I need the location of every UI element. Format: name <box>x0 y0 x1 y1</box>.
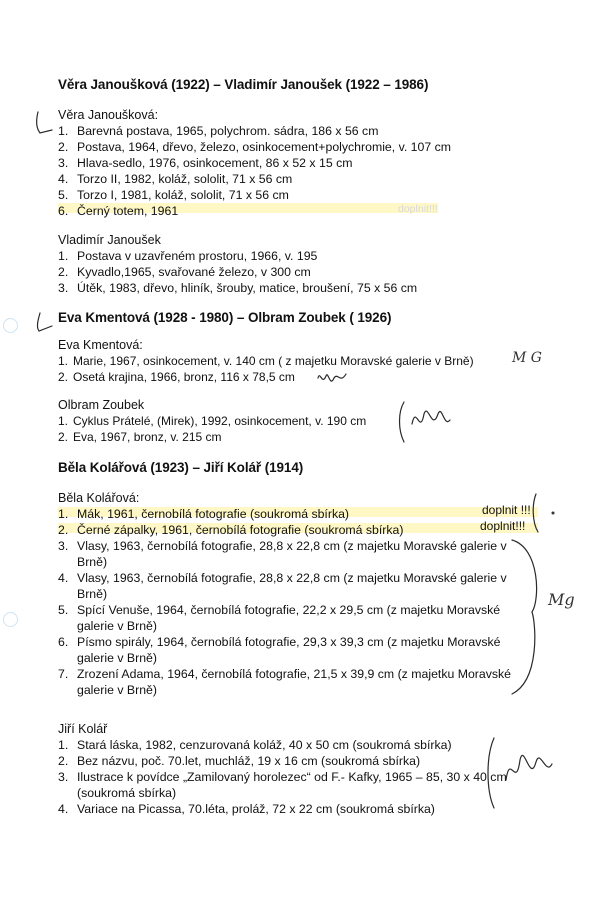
list-item: 2. Černé zápalky, 1961, černobílá fotografie (soukromá sbírka) <box>58 523 404 537</box>
list-item: 6. Písmo spirály, 1964, černobílá fotografie, 29,3 x 39,3 cm (z majetku Moravské galerie v Brně) <box>58 635 501 665</box>
list-item: 7. Zrození Adama, 1964, černobílá fotografie, 21,5 x 39,9 cm (z majetku Moravské galerie v Brně) <box>58 667 512 697</box>
dot-icon <box>552 512 554 514</box>
list-item: 3. Útěk, 1983, dřevo, hliník, šrouby, matice, broušení, 75 x 56 cm <box>58 281 418 295</box>
works-list <box>58 506 538 698</box>
artist-name: Běla Kolářová: <box>58 491 140 505</box>
list-item: 2. Eva, 1967, bronz, v. 215 cm <box>58 430 222 444</box>
list-item: 3. Vlasy, 1963, černobílá fotografie, 28,8 x 22,8 cm (z majetku Moravské galerie v Brně) <box>58 539 507 569</box>
list-item: 4. Torzo II, 1982, koláž, sololit, 71 x 56 cm <box>58 172 293 186</box>
todo-note: doplnit !!! <box>482 503 531 517</box>
section-heading: Běla Kolářová (1923) – Jiří Kolář (1914) <box>58 460 304 475</box>
list-item: 1. Cyklus Prátelé, (Mirek), 1992, osinkocement, v. 190 cm <box>58 414 367 428</box>
handwritten-mark: M G <box>512 350 542 366</box>
list-item: 2. Kyvadlo,1965, svařované železo, v 300 cm <box>58 265 311 279</box>
todo-note: doplnit!!! <box>398 203 438 215</box>
list-item: 4. Variace na Picassa, 70.léta, proláž, 72 x 22 cm (soukromá sbírka) <box>58 802 435 816</box>
list-item: 1. Stará láska, 1982, cenzurovaná koláž, 40 x 50 cm (soukromá sbírka) <box>58 738 452 752</box>
artist-name: Olbram Zoubek <box>58 398 145 412</box>
list-item: 1. Mák, 1961, černobílá fotografie (soukromá sbírka) <box>58 507 350 521</box>
list-item: 1. Marie, 1967, osinkocement, v. 140 cm ( z majetku Moravské galerie v Brně) <box>58 354 474 368</box>
list-item: 2. Bez názvu, poč. 70.let, muchláž, 19 x 16 cm (soukromá sbírka) <box>58 754 421 768</box>
signature-icon <box>412 411 450 424</box>
artist-name: Věra Janoušková: <box>58 108 159 122</box>
artist-name: Vladimír Janoušek <box>58 233 161 247</box>
todo-note: doplnit!!! <box>480 519 526 533</box>
section-heading: Věra Janoušková (1922) – Vladimír Janoušek (1922 – 1986) <box>58 77 429 92</box>
list-item: 2. Osetá krajina, 1966, bronz, 116 x 78,5 cm <box>58 370 295 384</box>
list-item: 4. Vlasy, 1963, černobílá fotografie, 28,8 x 22,8 cm (z majetku Moravské galerie v Brně) <box>58 571 507 601</box>
artist-name: Eva Kmentová: <box>58 338 143 352</box>
checkmark-icon <box>37 313 52 331</box>
punch-hole-mark <box>3 318 18 333</box>
checkmark-icon <box>37 112 52 133</box>
list-item: 2. Postava, 1964, dřevo, železo, osinkocement+polychromie, v. 107 cm <box>58 140 451 154</box>
list-item: 5. Spící Venuše, 1964, černobílá fotografie, 22,2 x 29,5 cm (z majetku Moravské galerie v Brně) <box>58 603 501 633</box>
section-heading: Eva Kmentová (1928 - 1980) – Olbram Zoubek ( 1926) <box>58 310 392 325</box>
list-item: 3. Hlava-sedlo, 1976, osinkocement, 86 x 52 x 15 cm <box>58 156 353 170</box>
list-item: 1. Barevná postava, 1965, polychrom. sádra, 186 x 56 cm <box>58 124 379 138</box>
works-list <box>58 737 518 817</box>
list-item: 6. Černý totem, 1961 <box>58 204 179 218</box>
works-list <box>58 248 417 296</box>
punch-hole-mark <box>3 612 18 627</box>
handwritten-mark: Mg <box>548 590 575 609</box>
artist-name: Jiří Kolář <box>58 722 108 736</box>
list-item: 1. Postava v uzavřeném prostoru, 1966, v. 195 <box>58 249 318 263</box>
works-list <box>58 413 366 445</box>
list-item: 5. Torzo I, 1981, koláž, sololit, 71 x 56 cm <box>58 188 289 202</box>
works-list <box>58 123 451 219</box>
list-item: 3. Ilustrace k povídce „Zamilovaný horolezec“ od F.- Kafky, 1965 – 85, 30 x 40 cm (soukromá sbírka) <box>58 770 507 800</box>
bracket-icon <box>400 402 405 442</box>
works-list <box>58 353 474 385</box>
